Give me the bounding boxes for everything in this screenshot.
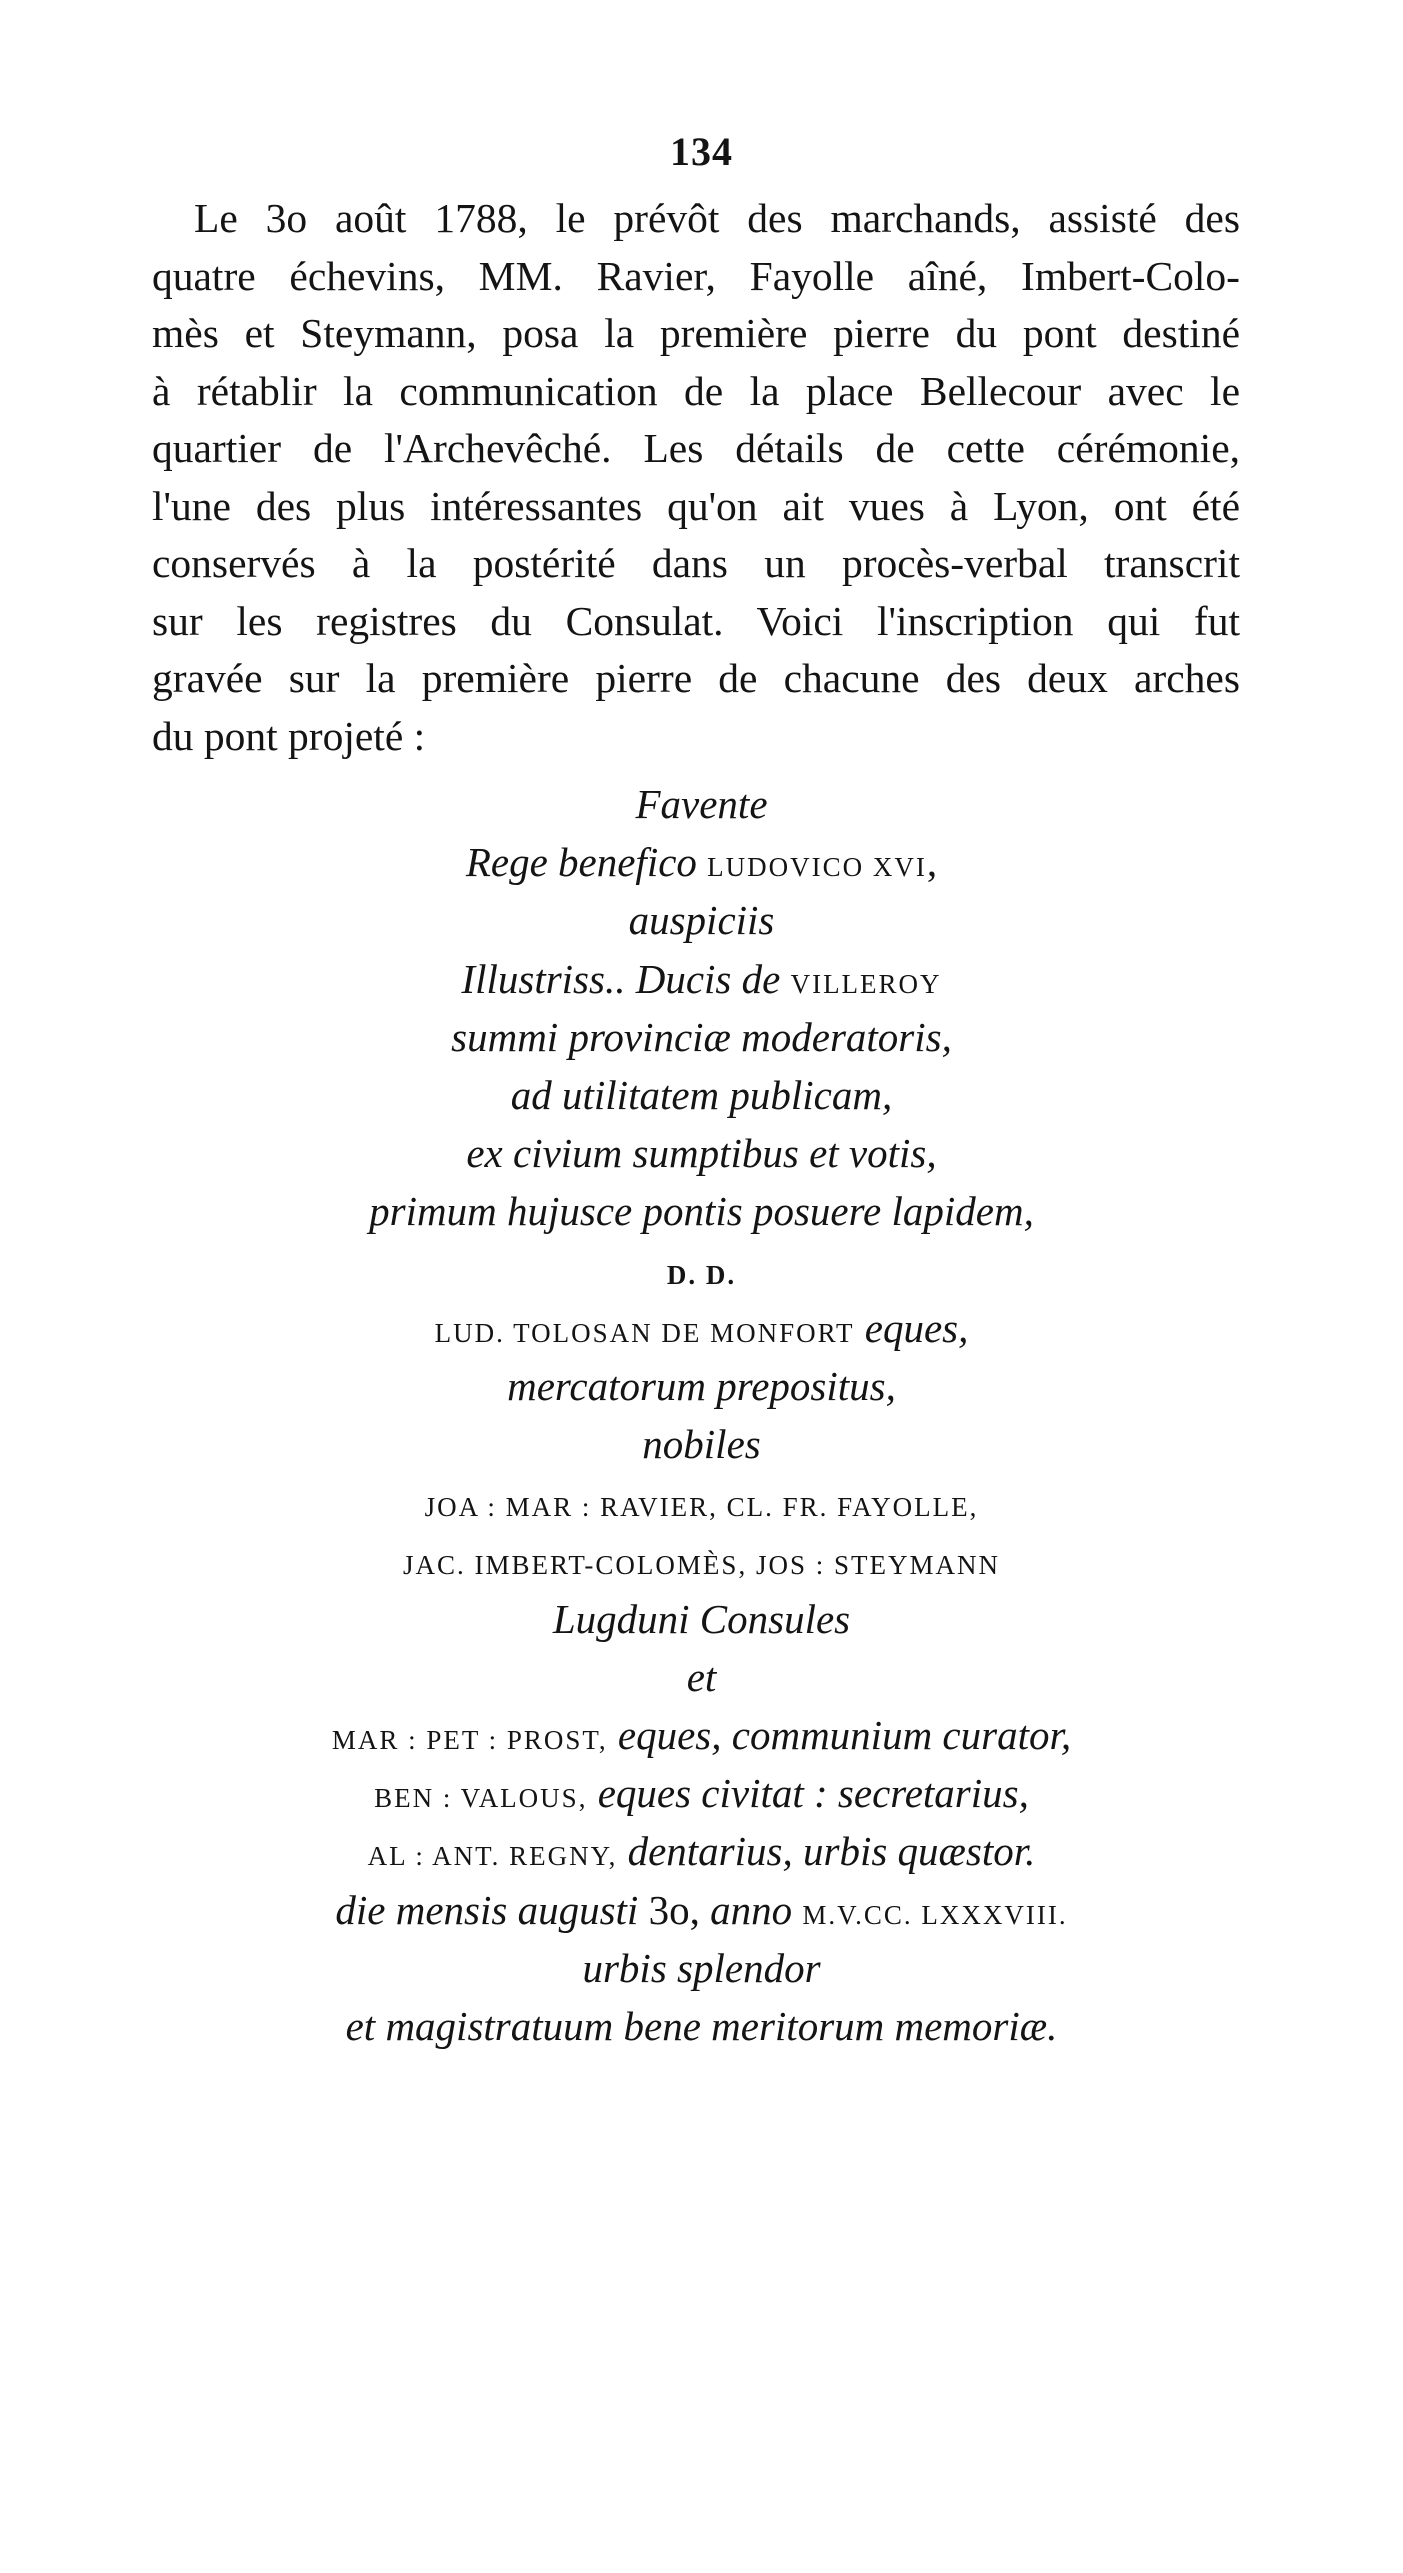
inscription-line [0,1822,1403,1880]
paragraph-line: l'une des plus intéressantes qu'on ait vues à Lyon, ont été [152,482,1240,529]
inscription-name: JOA : MAR : RAVIER, CL. FR. FAYOLLE, [424,1492,979,1523]
paragraph-line: sur les registres du Consulat. Voici l'inscription qui fut [152,597,1240,644]
paragraph-line: Le 3o août 1788, le prévôt des marchands, assisté des [194,195,1240,241]
body-paragraph [152,190,1240,765]
inscription-name: JAC. IMBERT-COLOMÈS, JOS : STEYMANN [403,1550,1000,1581]
inscription-name: LUDOVICO XVI [707,852,927,883]
inscription-date: 3o, [648,1886,700,1933]
inscription-line [0,1241,1403,1299]
inscription-text: eques civitat : secretarius, [597,1770,1029,1817]
paragraph-line: conservés à la postérité dans un procès-verbal transcrit [152,540,1240,586]
paragraph-line: à rétablir la communication de la place Bellecour avec le [152,367,1240,414]
inscription-punct: , [926,839,938,886]
inscription-line [0,1531,1403,1589]
inscription-text: dentarius, urbis quæstor. [627,1828,1036,1875]
paragraph-line: gravée sur la première pierre de chacune des deux arches [152,655,1240,701]
inscription-name: D. D. [666,1259,737,1290]
inscription-name: LUD. TOLOSAN DE MONFORT [434,1317,855,1348]
inscription-line: summi provinciæ moderatoris, [451,1013,952,1060]
inscription-year: M.V.CC. LXXXVIII. [802,1899,1068,1930]
inscription-line: auspiciis [628,897,775,944]
inscription-line [0,1881,1403,1939]
paragraph-line: mès et Steymann, posa la première pierre du pont destiné [152,310,1240,356]
inscription-name: AL : ANT. REGNY, [367,1841,618,1872]
inscription-line: Favente [635,781,768,827]
paragraph-line: quartier de l'Archevêché. Les détails de cette cérémonie, [152,425,1240,471]
paragraph-line: du pont projeté : [152,712,426,759]
inscription-line: mercatorum prepositus, [507,1362,896,1409]
latin-inscription [0,775,1403,2055]
inscription-name: VILLEROY [790,968,942,999]
inscription-name: BEN : VALOUS, [374,1783,588,1814]
inscription-line: et [686,1653,717,1700]
paragraph-line: quatre échevins, MM. Ravier, Fayolle aîné, Imbert-Colo- [152,252,1240,299]
inscription-line [0,950,1403,1008]
inscription-line: ad utilitatem publicam, [510,1071,893,1118]
inscription-name: MAR : PET : PROST, [331,1725,608,1755]
inscription-line: et magistratuum bene meritorum memoriæ. [345,2002,1058,2049]
inscription-text: Rege benefico [465,839,697,886]
inscription-line [0,1299,1403,1357]
inscription-text: anno [710,1886,793,1933]
inscription-line: nobiles [642,1421,761,1468]
inscription-line: Lugduni Consules [552,1595,851,1642]
inscription-line: primum hujusce pontis posuere lapidem, [369,1188,1034,1235]
inscription-text: eques, communium curator, [617,1712,1072,1758]
inscription-text: Illustriss.. Ducis de [461,955,781,1002]
inscription-line: urbis splendor [582,1944,821,1991]
inscription-text: die mensis augusti [335,1886,639,1933]
inscription-line [0,1473,1403,1531]
inscription-line [0,1706,1403,1764]
inscription-line: ex civium sumptibus et votis, [466,1130,937,1177]
inscription-line [0,1764,1403,1822]
inscription-text: eques, [864,1304,969,1351]
page-number: 134 [670,129,733,174]
inscription-line [0,833,1403,891]
